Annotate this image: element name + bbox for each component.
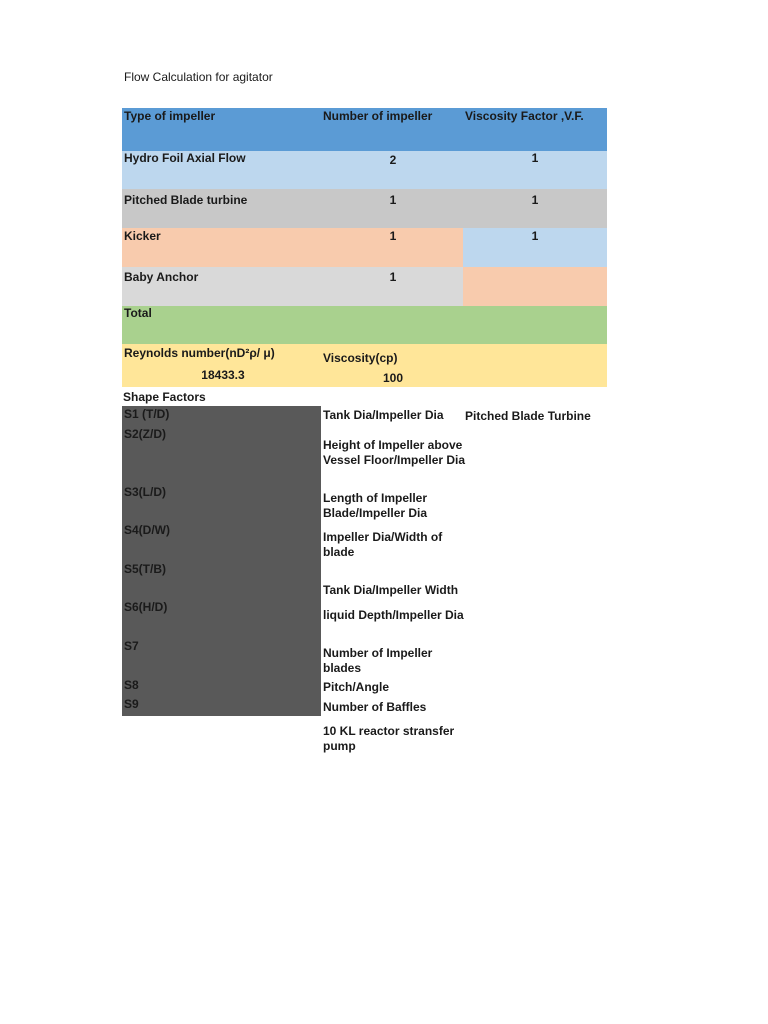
viscosity-factor: 1: [531, 193, 539, 207]
header-type-of-impeller: Type of impeller: [124, 109, 216, 123]
shape-factor-description: liquid Depth/Impeller Dia: [323, 608, 464, 622]
impeller-type: Hydro Foil Axial Flow: [124, 151, 246, 165]
footer-note: 10 KL reactor stransfer pump: [323, 724, 455, 753]
shape-factor-code: S5(T/B): [124, 562, 166, 576]
impeller-type: Pitched Blade turbine: [124, 193, 248, 207]
shape-factor-description: Impeller Dia/Width of blade: [323, 530, 443, 559]
shape-factor-description: Number of Impeller blades: [323, 646, 433, 675]
header-number-of-impeller: Number of impeller: [323, 109, 433, 123]
shape-factor-code: S2(Z/D): [124, 427, 166, 441]
shape-factor-description: Length of Impeller Blade/Impeller Dia: [323, 491, 428, 520]
shape-factor-code: S1 (T/D): [124, 407, 170, 421]
header-viscosity-factor: Viscosity Factor ,V.F.: [465, 109, 584, 123]
shape-factors-heading: Shape Factors: [123, 390, 206, 404]
viscosity-factor-cell: [463, 267, 607, 306]
shape-factor-description: Tank Dia/Impeller Width: [323, 583, 459, 597]
reynolds-label: Reynolds number(nD²ρ/ μ): [124, 346, 275, 360]
total-label: Total: [124, 306, 152, 320]
shape-factor-extra: Pitched Blade Turbine: [465, 409, 591, 423]
impeller-number: 1: [389, 229, 397, 243]
shape-factor-code: S7: [124, 639, 139, 653]
shape-factor-description: Pitch/Angle: [323, 680, 390, 694]
total-row: [122, 306, 607, 344]
shape-factor-code: S6(H/D): [124, 600, 168, 614]
shape-factor-code: S3(L/D): [124, 485, 166, 499]
impeller-number: 1: [389, 270, 397, 284]
impeller-number: 1: [389, 193, 397, 207]
shape-factor-code: S8: [124, 678, 139, 692]
impeller-type: Baby Anchor: [124, 270, 199, 284]
shape-factor-description: Number of Baffles: [323, 700, 427, 714]
shape-factor-description: Height of Impeller above Vessel Floor/Impeller Dia: [323, 438, 466, 467]
shape-factors-code-column: [122, 406, 321, 716]
shape-factor-code: S4(D/W): [124, 523, 170, 537]
viscosity-factor: 1: [531, 151, 539, 165]
impeller-type: Kicker: [124, 229, 161, 243]
shape-factor-code: S9: [124, 697, 139, 711]
viscosity-value: 100: [382, 371, 404, 385]
viscosity-factor: 1: [531, 229, 539, 243]
document-title: Flow Calculation for agitator: [124, 70, 273, 84]
shape-factor-description: Tank Dia/Impeller Dia: [323, 408, 444, 422]
impeller-number: 2: [389, 153, 397, 167]
reynolds-value: 18433.3: [201, 368, 245, 382]
viscosity-label: Viscosity(cp): [323, 351, 398, 365]
